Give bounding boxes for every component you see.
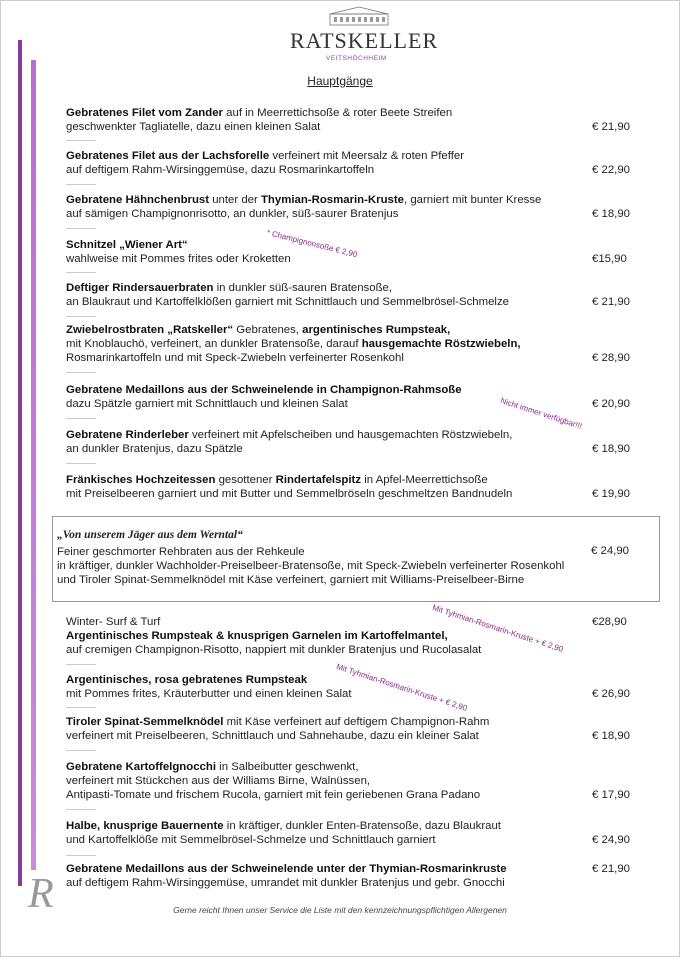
dish-price: € 18,90	[592, 730, 631, 742]
divider	[66, 809, 96, 810]
dish-desc: verfeinert mit Apfelscheiben und hausgemachten Röstzwiebeln,	[188, 429, 513, 441]
divider	[66, 140, 96, 141]
dish-desc: Gebratenes,	[233, 324, 303, 336]
ratskeller-logo	[280, 6, 439, 72]
dish-desc-line: Antipasti-Tomate und frischem Rucola, garniert mit fein geriebenen Grana Padano	[66, 789, 481, 801]
section-title: Hauptgänge	[307, 74, 373, 88]
dish-highlight: Thymian-Rosmarin-Kruste	[260, 194, 405, 206]
dish-desc-line: an Blaukraut und Kartoffelklößen garniert mit Schnittlauch und Semmelbrösel-Schmelze	[66, 296, 509, 308]
divider	[66, 372, 96, 373]
dish-title: Winter- Surf & Turf	[66, 616, 161, 628]
dish-desc-line: mit Preiselbeeren garniert und mit Butter und Semmelbröseln geschmeltzen Bandnudeln	[66, 488, 513, 500]
dish-zander	[66, 106, 631, 134]
dish-desc: auf in Meerrettichsoße & roter Beete Streifen	[222, 107, 453, 119]
divider	[66, 228, 96, 229]
dish-title: Schnitzel „Wiener Art“	[66, 239, 188, 251]
dish-desc-line: mit Knoblauchö, verfeinert, an dunkler Bratensoße, darauf	[66, 338, 362, 350]
dish-haehnchenbrust	[66, 193, 631, 221]
dish-price: € 24,90	[592, 834, 631, 846]
dish-title: Zwiebelrostbraten „Ratskeller“	[66, 324, 234, 336]
dish-title: Fränkisches Hochzeitessen	[66, 474, 216, 486]
dish-highlight: Argentinisches Rumpsteak & knusprigen Garnelen im Kartoffelmantel,	[66, 630, 448, 642]
left-accent-bar	[18, 40, 22, 886]
divider	[66, 184, 96, 185]
dish-price: € 26,90	[592, 688, 631, 700]
dish-desc-line: und Kartoffelklöße mit Semmelbrösel-Schmelze und Schnittlauch garniert	[66, 834, 436, 846]
dish-price: € 22,90	[592, 164, 631, 176]
dish-desc: mit Käse verfeinert auf deftigem Champignon-Rahm	[223, 716, 490, 728]
dish-desc-line: auf deftigem Rahm-Wirsinggemüse, dazu Rosmarinkartoffeln	[66, 164, 375, 176]
divider	[66, 855, 96, 856]
dish-medaillons-kruste	[66, 862, 631, 890]
dish-surf-turf	[66, 615, 626, 657]
dish-title: Tiroler Spinat-Semmelknödel	[66, 716, 224, 728]
brand-name: RATSKELLER	[290, 28, 439, 53]
kruste-note: Mit Tyhmian-Rosmarin-Kruste + € 2,90	[431, 603, 565, 654]
special-box	[52, 516, 660, 602]
dish-title: Halbe, knusprige Bauernente	[66, 820, 224, 832]
dish-desc-line: an dunkler Bratenjus, dazu Spätzle	[66, 443, 243, 455]
dish-title: Gebratenes Filet vom Zander	[66, 107, 223, 119]
dish-desc: unter der	[209, 194, 261, 206]
dish-desc: in kräftiger, dunkler Enten-Bratensoße, dazu Blaukraut	[223, 820, 501, 832]
dish-title: Gebratene Hähnchenbrust	[66, 194, 210, 206]
dish-sauerbraten	[66, 281, 631, 309]
dish-rinderleber	[66, 428, 631, 456]
kruste-note: Mit Tyhmian-Rosmarin-Kruste + € 2,90	[335, 662, 469, 713]
divider	[66, 272, 96, 273]
dish-title: Argentinisches, rosa gebratenes Rumpsteak	[66, 674, 308, 686]
dish-desc-line: auf deftigem Rahm-Wirsinggemüse, umrandet mit dunkler Bratenjus und gebr. Gnocchi	[66, 877, 505, 889]
dish-price: €28,90	[592, 616, 627, 628]
dish-price: € 17,90	[592, 789, 631, 801]
availability-note: Nicht immer verfügbar!!!	[499, 396, 584, 431]
special-desc-line: in kräftiger, dunkler Wachholder-Preiselbeer-Bratensoße, mit Speck-Zwiebeln verfeinerter Rosenkohl	[57, 560, 565, 572]
dish-highlight: hausgemachte Röstzwiebeln,	[361, 338, 521, 350]
dish-price: € 18,90	[592, 443, 631, 455]
champignon-note: * Champignonsoße € 2,90	[265, 228, 359, 260]
dish-title: Gebratene Kartoffelgnocchi	[66, 761, 217, 773]
dish-title: Gebratenes Filet aus der Lachsforelle	[66, 150, 270, 162]
dish-highlight: Rindertafelspitz	[275, 474, 362, 486]
dish-desc-line: auf cremigen Champignon-Risotto, nappiert mit dunkler Bratenjus und Rucolasalat	[66, 644, 482, 656]
divider	[66, 316, 96, 317]
dish-title: Gebratene Medaillons aus der Schweinelende unter der Thymian-Rosmarinkruste	[66, 863, 507, 875]
dish-title: Gebratene Medaillons aus der Schweinelende in Champignon-Rahmsoße	[66, 384, 462, 396]
dish-desc-line: verfeinert mit Stückchen aus der Williams Birne, Walnüssen,	[66, 775, 371, 787]
dish-desc: , garniert mit bunter Kresse	[404, 194, 542, 206]
dish-bauernente	[66, 819, 631, 847]
allergen-footer: Gerne reicht Ihnen unser Service die Liste mit den kennzeichnungspflichtigen Allergenen	[173, 905, 507, 915]
dish-desc-line: mit Pommes frites, Kräuterbutter und einen kleinen Salat	[66, 688, 352, 700]
footer-logo-mark: R	[28, 871, 54, 917]
special-heading: „Von unserem Jäger aus dem Werntal“	[57, 529, 243, 541]
dish-price: €15,90	[592, 253, 627, 265]
left-accent-bar-inner	[31, 60, 36, 870]
dish-desc: in dunkler süß-sauren Bratensoße,	[213, 282, 393, 294]
brand-subtitle: VEITSHÖCHHEIM	[326, 55, 387, 62]
dish-desc: verfeinert mit Meersalz & roten Pfeffer	[269, 150, 464, 162]
dish-desc-line: Rosmarinkartoffeln und mit Speck-Zwiebeln verfeinerter Rosenkohl	[66, 352, 404, 364]
dish-price: € 21,90	[592, 121, 631, 133]
dish-desc-line: verfeinert mit Preiselbeeren, Schnittlauch und Sahnehaube, dazu ein kleiner Salat	[66, 730, 479, 742]
dish-rumpsteak	[66, 673, 631, 701]
dish-price: € 21,90	[592, 863, 631, 875]
dish-zwiebelrostbraten	[66, 323, 631, 365]
dish-desc-line: geschwenkter Tagliatelle, dazu einen kleinen Salat	[66, 121, 321, 133]
special-desc-line: und Tiroler Spinat-Semmelknödel mit Käse verfeinert, garniert mit Williams-Preiselbeer-Birne	[57, 574, 525, 586]
dish-desc-line: wahlweise mit Pommes frites oder Kroketten	[66, 253, 291, 265]
dish-price: € 20,90	[592, 398, 631, 410]
dish-price: € 28,90	[592, 352, 631, 364]
divider	[66, 418, 96, 419]
dish-lachsforelle	[66, 149, 631, 177]
dish-price: € 21,90	[592, 296, 631, 308]
castle-icon	[328, 6, 390, 26]
dish-desc-line: auf sämigen Champignonrisotto, an dunkler, süß-saurer Bratenjus	[66, 208, 399, 220]
dish-desc: gesottener	[215, 474, 276, 486]
divider	[66, 463, 96, 464]
dish-medaillons-champignon	[66, 383, 631, 411]
dish-spinatknoedel	[66, 715, 631, 743]
dish-title: Gebratene Rinderleber	[66, 429, 189, 441]
divider	[66, 707, 96, 708]
dish-desc-line: dazu Spätzle garniert mit Schnittlauch und kleinen Salat	[66, 398, 348, 410]
divider	[66, 750, 96, 751]
special-price: € 24,90	[591, 545, 630, 557]
divider	[66, 664, 96, 665]
dish-hochzeitessen	[66, 473, 631, 501]
dish-title: Deftiger Rindersauerbraten	[66, 282, 214, 294]
special-title: Feiner geschmorter Rehbraten aus der Rehkeule	[57, 546, 305, 558]
dish-desc: in Apfel-Meerrettichsoße	[361, 474, 488, 486]
dish-price: € 18,90	[592, 208, 631, 220]
dish-price: € 19,90	[592, 488, 631, 500]
dish-gnocchi	[66, 760, 631, 802]
dish-desc: in Salbeibutter geschwenkt,	[216, 761, 359, 773]
dish-highlight: argentinisches Rumpsteak,	[302, 324, 451, 336]
